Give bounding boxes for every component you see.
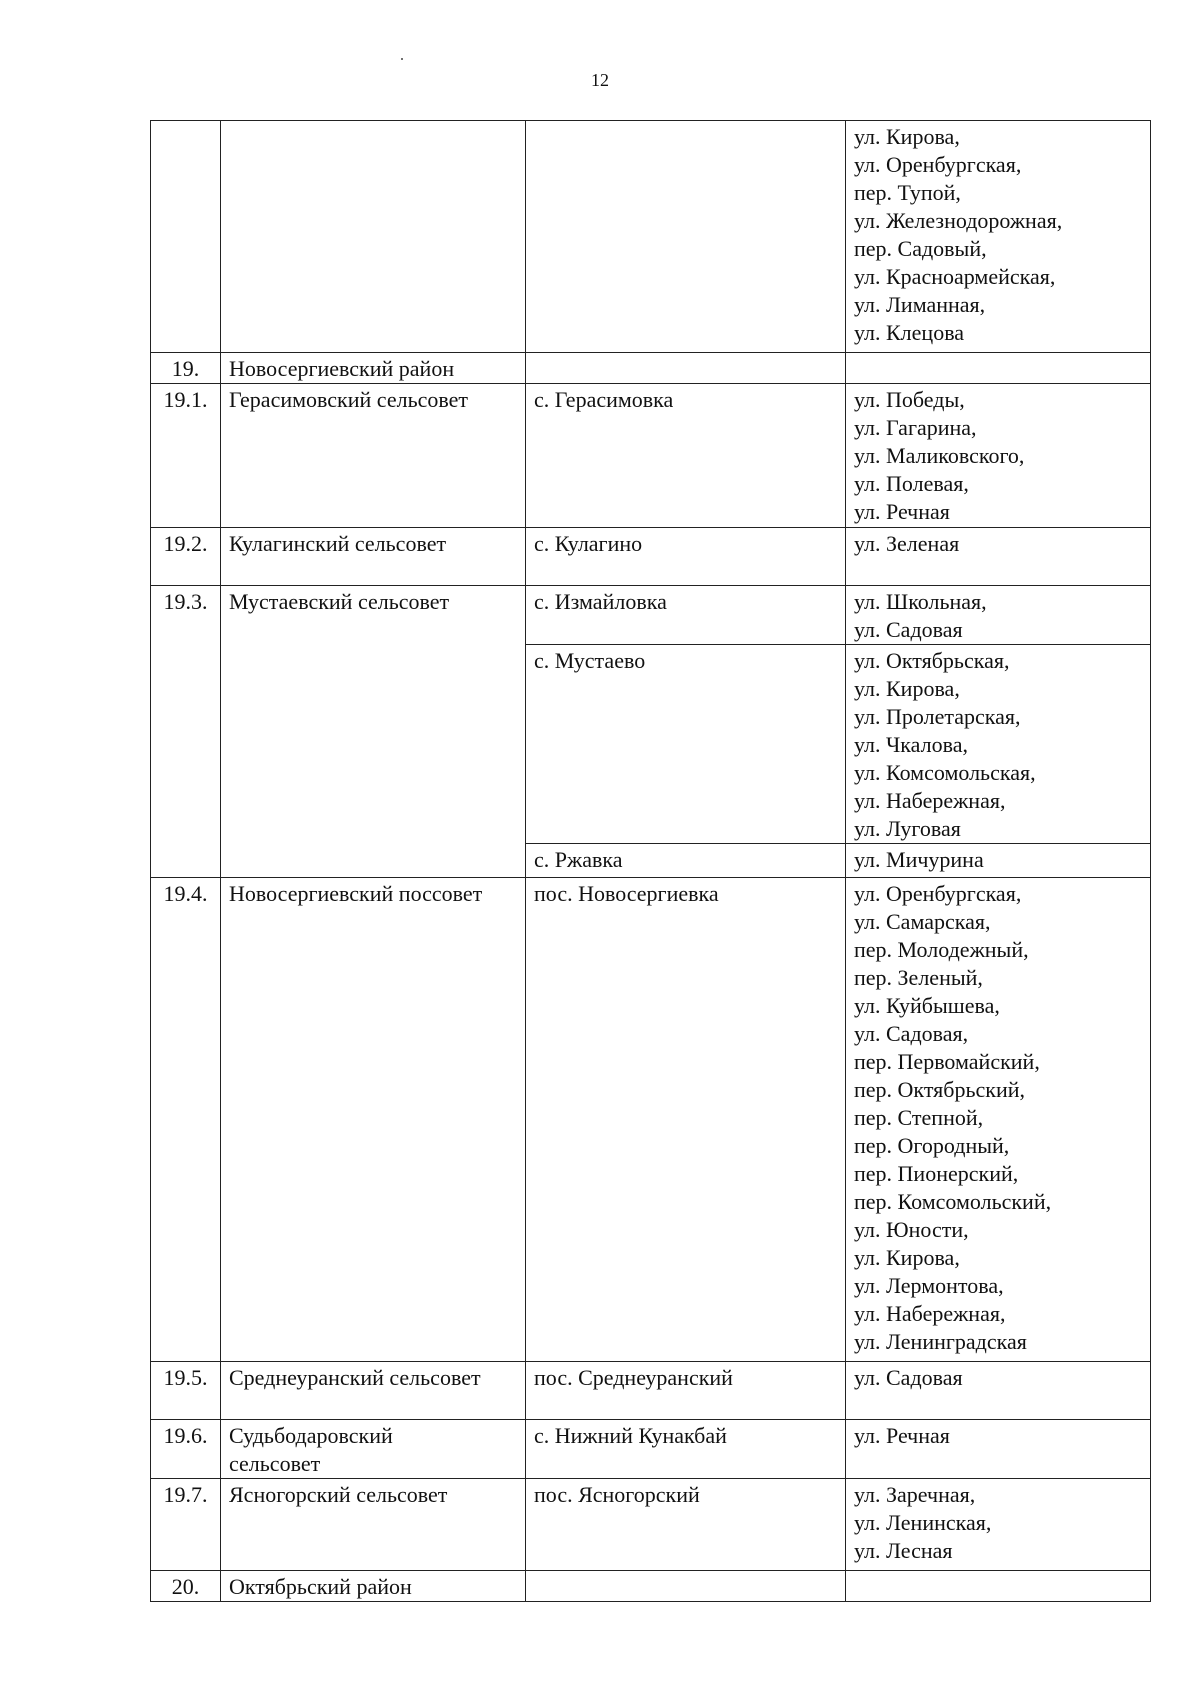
streets-cell — [846, 1420, 1151, 1479]
row-number: 19.4. — [151, 878, 221, 1362]
table-row — [151, 1420, 1151, 1479]
locality-name: с. Измайловка — [526, 586, 846, 645]
street-name: пер. Молодежный, — [854, 937, 1029, 962]
table-row — [151, 121, 1151, 353]
streets-cell — [846, 1479, 1151, 1571]
table-row — [151, 586, 1151, 645]
street-name: ул. Комсомольская, — [854, 760, 1036, 785]
municipality-name: Среднеуранский сельсовет — [221, 1362, 526, 1420]
locality-name: с. Ржавка — [526, 844, 846, 878]
streets-cell — [846, 878, 1151, 1362]
page-number: 12 — [591, 70, 609, 90]
street-name: ул. Кирова, — [854, 1245, 960, 1270]
street-name: ул. Кирова, — [854, 676, 960, 701]
streets-cell — [846, 353, 1151, 384]
locality-name — [526, 121, 846, 353]
locality-name: пос. Новосергиевка — [526, 878, 846, 1362]
streets-cell — [846, 1362, 1151, 1420]
row-number: 20. — [151, 1571, 221, 1602]
street-name: ул. Зеленая — [854, 531, 960, 556]
table-row — [151, 878, 1151, 1362]
street-name: ул. Кирова, — [854, 124, 960, 149]
street-name: ул. Железнодорожная, — [854, 208, 1063, 233]
row-number: 19.3. — [151, 586, 221, 878]
locality-name: с. Герасимовка — [526, 384, 846, 528]
street-name: ул. Школьная, — [854, 589, 987, 614]
street-name: ул. Чкалова, — [854, 732, 968, 757]
street-name: пер. Комсомольский, — [854, 1189, 1052, 1214]
street-name: ул. Речная — [854, 499, 950, 524]
streets-cell — [846, 528, 1151, 586]
street-name: ул. Октябрьская, — [854, 648, 1010, 673]
street-name: ул. Набережная, — [854, 1301, 1006, 1326]
address-table — [150, 120, 1151, 1602]
scan-dot — [401, 58, 403, 60]
municipality-name — [221, 1420, 526, 1479]
table-row — [151, 384, 1151, 528]
street-name: пер. Пионерский, — [854, 1161, 1019, 1186]
street-name: ул. Победы, — [854, 387, 965, 412]
street-name: ул. Красноармейская, — [854, 264, 1056, 289]
streets-cell — [846, 645, 1151, 844]
street-name: ул. Ленинградская — [854, 1329, 1027, 1354]
row-number: 19.5. — [151, 1362, 221, 1420]
row-number: 19.7. — [151, 1479, 221, 1571]
municipality-name: Новосергиевский район — [221, 353, 526, 384]
municipality-name: Новосергиевский поссовет — [221, 878, 526, 1362]
locality-name — [526, 353, 846, 384]
street-name: ул. Клецова — [854, 320, 965, 345]
street-name: ул. Набережная, — [854, 788, 1006, 813]
municipality-name: Герасимовский сельсовет — [221, 384, 526, 528]
street-name: ул. Оренбургская, — [854, 881, 1022, 906]
street-name: ул. Пролетарская, — [854, 704, 1021, 729]
table-row — [151, 528, 1151, 586]
streets-cell — [846, 844, 1151, 878]
locality-name: с. Кулагино — [526, 528, 846, 586]
street-name: ул. Лермонтова, — [854, 1273, 1004, 1298]
municipality-name-line: сельсовет — [229, 1451, 321, 1476]
street-name: ул. Куйбышева, — [854, 993, 1000, 1018]
street-name: ул. Самарская, — [854, 909, 991, 934]
street-name: ул. Мичурина — [854, 847, 984, 872]
locality-name: пос. Ясногорский — [526, 1479, 846, 1571]
street-name: пер. Садовый, — [854, 236, 987, 261]
street-name: ул. Садовая — [854, 1365, 963, 1390]
street-name: ул. Заречная, — [854, 1482, 976, 1507]
row-number: 19.6. — [151, 1420, 221, 1479]
street-name: пер. Первомайский, — [854, 1049, 1040, 1074]
municipality-name: Мустаевский сельсовет — [221, 586, 526, 878]
municipality-name: Октябрьский район — [221, 1571, 526, 1602]
street-name: ул. Полевая, — [854, 471, 969, 496]
row-number — [151, 121, 221, 353]
street-name: пер. Огородный, — [854, 1133, 1010, 1158]
municipality-name: Ясногорский сельсовет — [221, 1479, 526, 1571]
street-name: пер. Степной, — [854, 1105, 984, 1130]
street-name: ул. Садовая — [854, 617, 963, 642]
municipality-name: Кулагинский сельсовет — [221, 528, 526, 586]
street-name: ул. Лиманная, — [854, 292, 986, 317]
street-name: пер. Зеленый, — [854, 965, 983, 990]
municipality-name — [221, 121, 526, 353]
streets-cell — [846, 586, 1151, 645]
street-name: ул. Гагарина, — [854, 415, 977, 440]
row-number: 19.1. — [151, 384, 221, 528]
row-number: 19.2. — [151, 528, 221, 586]
street-name: ул. Ленинская, — [854, 1510, 992, 1535]
locality-name: пос. Среднеуранский — [526, 1362, 846, 1420]
table-row — [151, 1479, 1151, 1571]
streets-cell — [846, 121, 1151, 353]
street-name: ул. Речная — [854, 1423, 950, 1448]
locality-name — [526, 1571, 846, 1602]
table-row — [151, 1362, 1151, 1420]
street-name: ул. Юности, — [854, 1217, 969, 1242]
locality-name: с. Нижний Кунакбай — [526, 1420, 846, 1479]
streets-cell — [846, 384, 1151, 528]
street-name: ул. Лесная — [854, 1538, 953, 1563]
municipality-name-line: Судьбодаровский — [229, 1423, 393, 1448]
street-name: ул. Луговая — [854, 816, 961, 841]
street-name: ул. Маликовского, — [854, 443, 1025, 468]
locality-name: с. Мустаево — [526, 645, 846, 844]
street-name: пер. Тупой, — [854, 180, 961, 205]
table-row — [151, 353, 1151, 384]
street-name: ул. Оренбургская, — [854, 152, 1022, 177]
street-name: ул. Садовая, — [854, 1021, 969, 1046]
streets-cell — [846, 1571, 1151, 1602]
street-name: пер. Октябрьский, — [854, 1077, 1025, 1102]
row-number: 19. — [151, 353, 221, 384]
table-row — [151, 1571, 1151, 1602]
